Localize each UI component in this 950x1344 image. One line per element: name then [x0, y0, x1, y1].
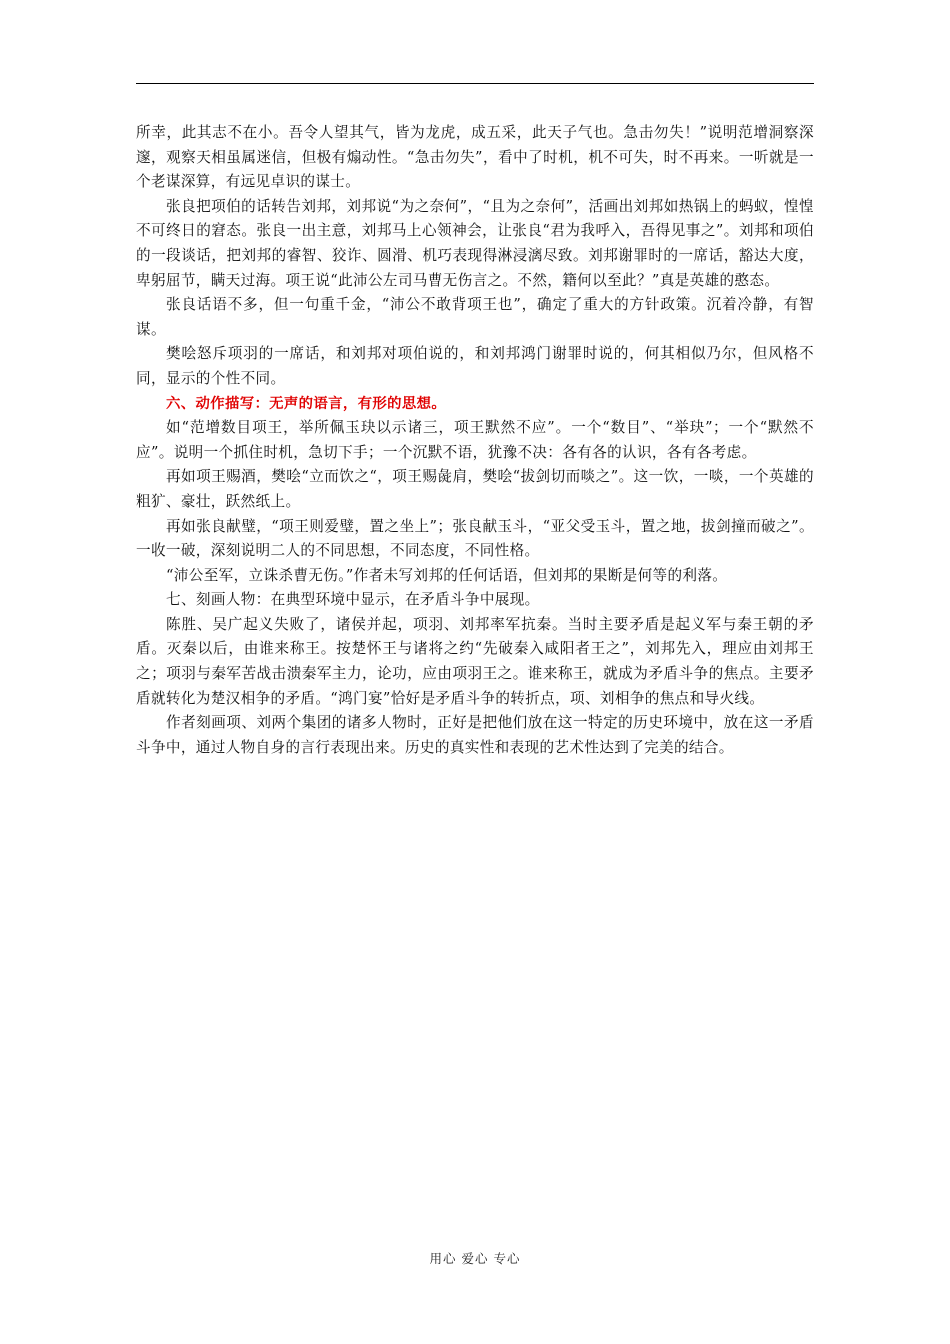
paragraph-historical-conflict: 陈胜、吴广起义失败了，诸侯并起，项羽、刘邦率军抗秦。当时主要矛盾是起义军与秦王朝的矛盾。灭秦以后，由谁来称王。按楚怀王与诸将之约“先破秦入咸阳者王之”，刘邦先入，理应由刘邦王之；项羽与秦军苦战击溃秦军主力，论功，应由项羽王之。谁来称王，就成为矛盾斗争的焦点。主要矛盾就转化为楚汉相争的矛盾。“鸿门宴”恰好是矛盾斗争的转折点，项、刘相争的焦点和导火线。 — [136, 615, 814, 707]
header-rule — [136, 83, 814, 84]
paragraph-jade-jue: 如“范增数目项王，举所佩玉玦以示诸三，项王默然不应”。一个“数目”、“举玦”；一个“默然不应”。说明一个抓住时机，急切下手；一个沉默不语，犹豫不决：各有各的认识，各有各考虑。 — [136, 419, 814, 461]
paragraph-fan-zeng: 所幸，此其志不在小。吾令人望其气，皆为龙虎，成五采，此天子气也。急击勿失！”说明范增洞察深邃，观察天相虽属迷信，但极有煽动性。“急击勿失”，看中了时机，机不可失，时不再来。一听就是一个老谋深算，有远见卓识的谋士。 — [136, 124, 814, 191]
paragraph-zhang-liang-words: 张良话语不多，但一句重千金，“沛公不敢背项王也”，确定了重大的方针政策。沉着冷静，有智谋。 — [136, 296, 814, 338]
paragraph-conclusion: 作者刻画项、刘两个集团的诸多人物时，正好是把他们放在这一特定的历史环境中，放在这一矛盾斗争中，通过人物自身的言行表现出来。历史的真实性和表现的艺术性达到了完美的结合。 — [136, 714, 814, 756]
paragraph-zhang-liang-liu-bang: 张良把项伯的话转告刘邦，刘邦说“为之奈何”，“且为之奈何”，活画出刘邦如热锅上的蚂蚁，惶惶不可终日的窘态。张良一出主意，刘邦马上心领神会，让张良“君为我呼入，吾得见事之”。刘邦和项伯的一段谈话，把刘邦的睿智、狡诈、圆滑、机巧表现得淋浸漓尽致。刘邦谢罪时的一席话，豁达大度，卑躬屈节，瞒天过海。项王说“此沛公左司马曹无伤言之。不然，籍何以至此？”真是英雄的憨态。 — [136, 197, 814, 289]
document-body — [136, 121, 814, 760]
paragraph-cao-wushang: “沛公至军，立诛杀曹无伤。”作者未写刘邦的任何话语，但刘邦的果断是何等的利落。 — [166, 566, 728, 584]
page-footer: 用心 爱心 专心 — [429, 1251, 521, 1266]
section-heading-character-portrayal: 七、刻画人物：在典型环境中显示，在矛盾斗争中展现。 — [166, 591, 540, 609]
paragraph-fan-kuai-speech: 樊哙怒斥项羽的一席话，和刘邦对项伯说的，和刘邦鸿门谢罪时说的，何其相似乃尔，但风格不同，显示的个性不同。 — [136, 345, 814, 387]
paragraph-wine-and-shoulder: 再如项王赐酒，樊哙“立而饮之“，项王赐彘肩，樊哙“拔剑切而啖之”。这一饮，一啖，一个英雄的粗犷、豪壮，跃然纸上。 — [136, 468, 814, 510]
section-heading-action-description: 六、动作描写：无声的语言，有形的思想。 — [166, 395, 447, 412]
paragraph-jade-gifts: 再如张良献璧，“项王则爱璧，置之坐上”；张良献玉斗，“亚父受玉斗，置之地，拔剑撞而破之”。一收一破，深刻说明二人的不同思想，不同态度，不同性格。 — [136, 517, 814, 560]
